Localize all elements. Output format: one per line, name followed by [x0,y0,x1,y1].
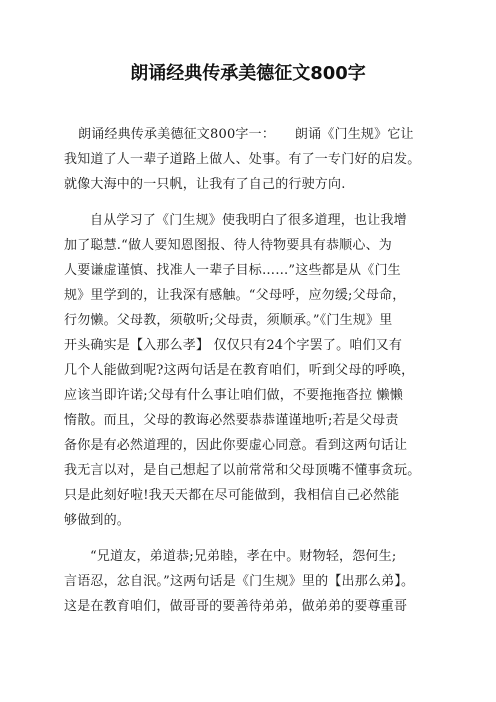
text-line: 朗诵经典传承美德征文800字一： 朗诵《门生规》它让 [78,127,414,142]
text-line: 惰散。而且，父母的教诲必然要恭恭谨谨地听;若是父母责 [64,413,399,428]
text-line: 人要谦虚谨慎、找准人一辈子目标……”这些都是从《门生 [64,263,401,278]
text-line: 几个人能做到呢?这两句话是在教育咱们，听到父母的呼唤， [64,363,415,378]
text-line: 够做到的。 [64,513,131,528]
text-line: 言语忍，忿自泯。”这两句话是《门生规》里的【出那么弟】。 [64,574,415,589]
text-line: 我知道了人一辈子道路上做人、处事。有了一专门好的启发。 [64,152,421,167]
text-line: 行勿懒。父母教，须敬听;父母责，须顺承。”《门生规》里 [64,313,393,328]
text-line: 加了聪慧.“做人要知恩图报、待人待物要具有恭顺心、为 [64,238,392,253]
text-line: 这是在教育咱们，做哥哥的要善待弟弟，做弟弟的要尊重哥 [64,599,408,614]
text-line: 开头确实是【入那么孝】 仅仅只有24个字罢了。咱们又有 [64,338,403,353]
text-line: 自从学习了《门生规》使我明白了很多道理，也让我增 [90,213,407,228]
text-line: 应该当即许诺;父母有什么事让咱们做，不要拖拖沓拉 懒懒 [64,388,403,403]
text-line: 备你是有必然道理的，因此你要虚心同意。看到这两句话让 [64,438,408,453]
text-line: 就像大海中的一只帆，让我有了自己的行驶方向. [64,177,346,192]
text-line: 我无言以对，是自己想起了以前常常和父母顶嘴不懂事贪玩。 [64,463,421,478]
document-title: 朗诵经典传承美德征文800字 [130,63,366,84]
text-line: 只是此刻好啦!我天天都在尽可能做到，我相信自己必然能 [64,488,400,503]
text-line: 规》里学到的，让我深有感触。“父母呼，应勿缓;父母命， [64,288,406,303]
text-line: “兄道友，弟道恭;兄弟睦，孝在中。财物轻，怨何生; [90,549,397,564]
